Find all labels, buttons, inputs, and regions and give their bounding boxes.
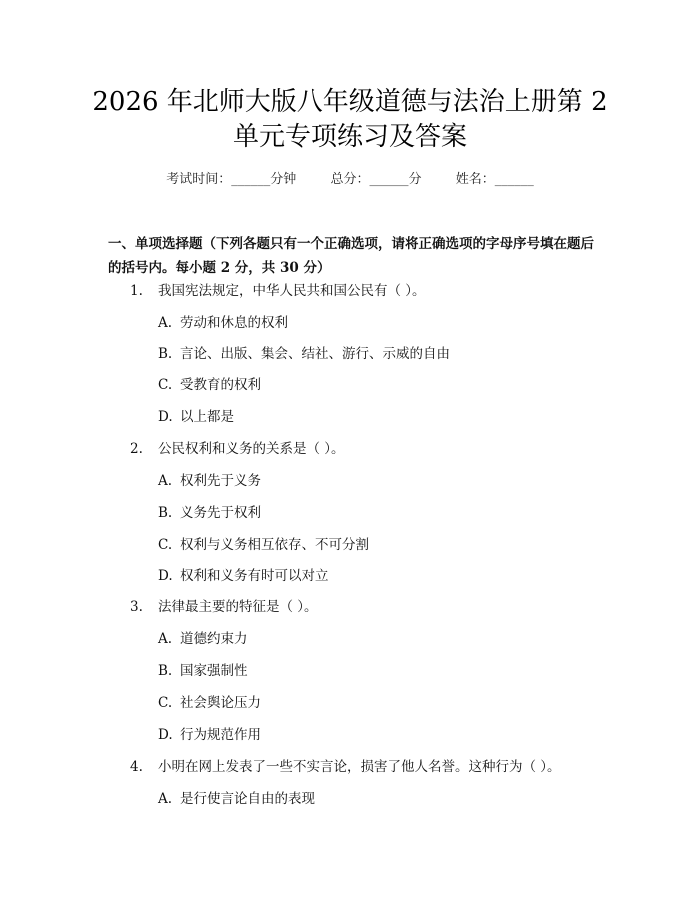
option-text: 义务先于权利 <box>180 505 261 521</box>
option-text: 以上都是 <box>180 409 234 425</box>
option-letter: D. <box>158 568 173 584</box>
question-text: 我国宪法规定，中华人民共和国公民有（ ）。 <box>158 283 426 299</box>
option-1c <box>158 376 261 394</box>
option-letter: C. <box>158 695 173 711</box>
option-text: 权利先于义务 <box>180 473 261 489</box>
option-text: 社会舆论压力 <box>180 695 261 711</box>
option-3d <box>158 726 261 744</box>
option-text: 国家强制性 <box>180 663 248 679</box>
question-1 <box>130 282 426 300</box>
option-letter: D. <box>158 409 173 425</box>
option-1a <box>158 314 288 332</box>
document-title-line-2: 单元专项练习及答案 <box>232 122 467 152</box>
option-letter: C. <box>158 377 173 393</box>
option-letter: A. <box>158 315 173 331</box>
student-name-field: 姓名：______ <box>455 172 534 187</box>
option-2c <box>158 536 369 554</box>
question-3 <box>130 598 318 616</box>
question-4 <box>130 758 561 776</box>
option-text: 受教育的权利 <box>180 377 261 393</box>
option-2a <box>158 472 261 490</box>
question-text: 法律最主要的特征是（ ）。 <box>158 599 318 615</box>
option-text: 权利与义务相互依存、不可分割 <box>180 537 369 553</box>
exam-meta <box>0 168 700 187</box>
document-title-line-1: 2026 年北师大版八年级道德与法治上册第 2 <box>92 87 608 117</box>
question-number: 3. <box>130 599 143 615</box>
exam-time-field: 考试时间：______分钟 <box>166 172 297 187</box>
option-letter: A. <box>158 631 173 647</box>
question-number: 4. <box>130 759 143 775</box>
question-2 <box>130 440 345 458</box>
option-2b <box>158 504 261 522</box>
option-letter: B. <box>158 663 173 679</box>
option-text: 行为规范作用 <box>180 727 261 743</box>
option-1b <box>158 345 450 363</box>
option-text: 道德约束力 <box>180 631 248 647</box>
option-letter: D. <box>158 727 173 743</box>
option-letter: C. <box>158 537 173 553</box>
option-2d <box>158 567 329 585</box>
option-letter: A. <box>158 791 173 807</box>
option-3b <box>158 662 248 680</box>
option-letter: B. <box>158 505 173 521</box>
option-text: 劳动和休息的权利 <box>180 315 288 331</box>
section-heading: 一、单项选择题（下列各题只有一个正确选项，请将正确选项的字母序号填在题后的括号内。每小题 2 分，共 30 分） <box>108 236 594 276</box>
option-1d <box>158 408 234 426</box>
total-score-field: 总分：______分 <box>330 172 422 187</box>
question-text: 公民权利和义务的关系是（ ）。 <box>158 441 345 457</box>
question-number: 1. <box>130 283 143 299</box>
question-text: 小明在网上发表了一些不实言论，损害了他人名誉。这种行为（ ）。 <box>158 759 561 775</box>
option-text: 言论、出版、集会、结社、游行、示威的自由 <box>180 346 450 362</box>
question-number: 2. <box>130 441 143 457</box>
option-text: 是行使言论自由的表现 <box>180 791 315 807</box>
option-letter: B. <box>158 346 173 362</box>
option-letter: A. <box>158 473 173 489</box>
option-4a <box>158 790 315 808</box>
option-3c <box>158 694 261 712</box>
option-3a <box>158 630 248 648</box>
option-text: 权利和义务有时可以对立 <box>180 568 329 584</box>
